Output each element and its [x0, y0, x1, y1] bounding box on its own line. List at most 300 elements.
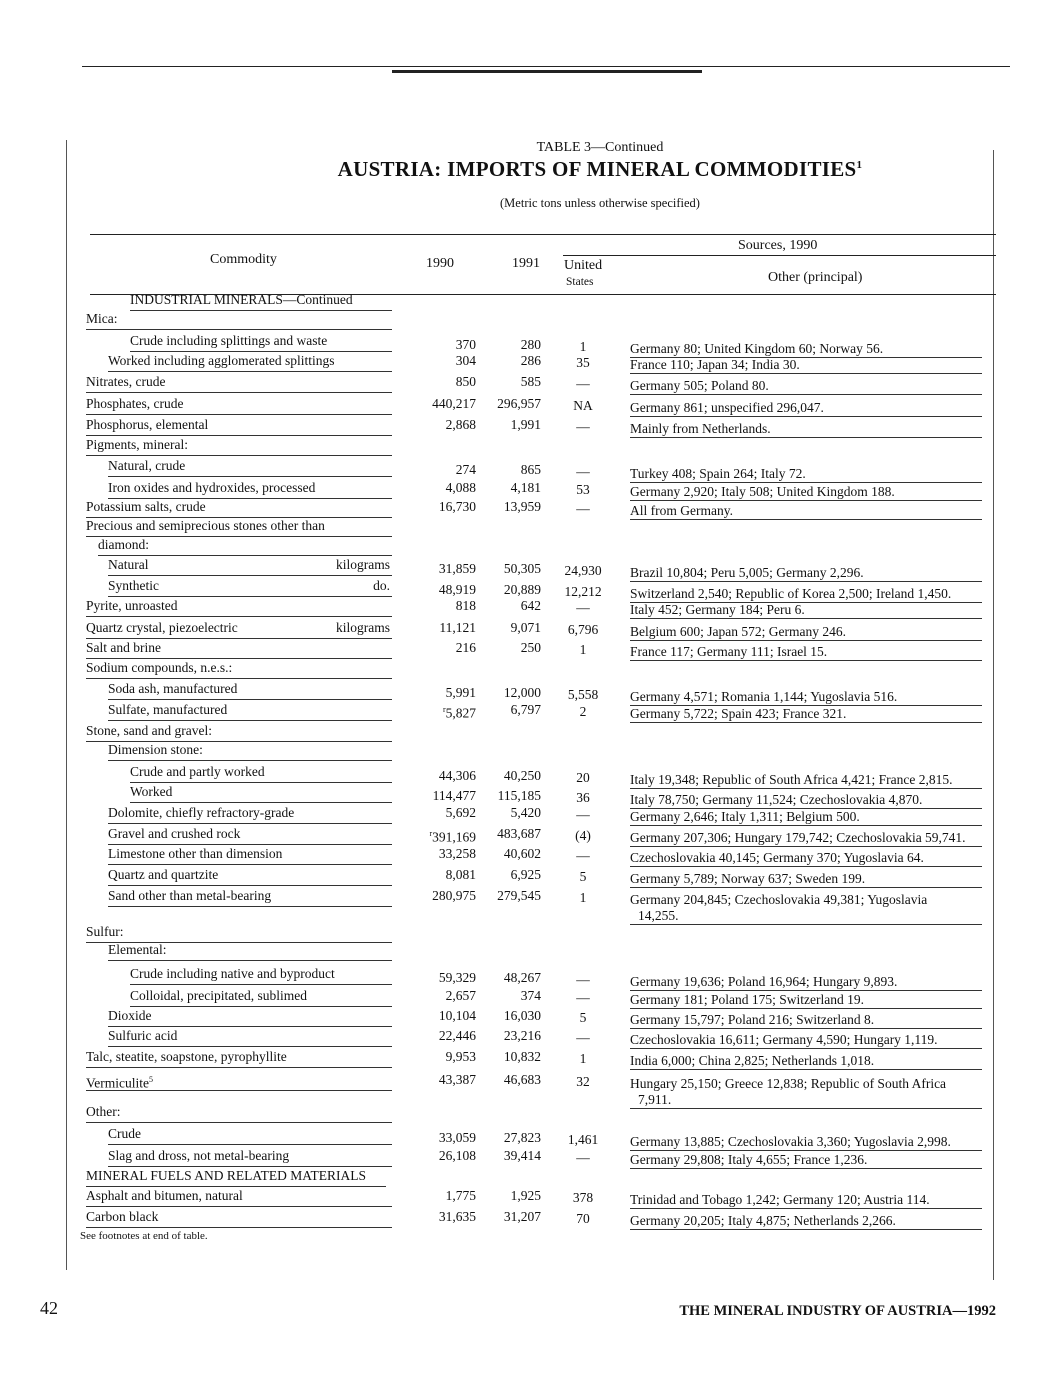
row-33-1991: 374 — [520, 988, 541, 1003]
value-1990: 11,121 — [439, 620, 476, 635]
header-sources: Sources, 1990 — [738, 238, 818, 253]
row-22-commodity — [108, 742, 203, 758]
header-1990: 1990 — [426, 256, 454, 271]
row-19-1990 — [446, 685, 476, 701]
row-29-commodity — [108, 888, 271, 904]
row-37-1991: 46,683 — [503, 1072, 541, 1087]
row-16-1990 — [439, 620, 476, 636]
row-3-1990 — [456, 353, 476, 369]
row-27-commodity-rule — [108, 864, 392, 865]
commodity-label: Limestone other than dimension — [108, 846, 283, 861]
row-34-commodity — [108, 1008, 152, 1024]
row-33-other-rule — [630, 1008, 982, 1009]
commodity-label: Quartz and quartzite — [108, 867, 219, 882]
row-16-1991: 9,071 — [510, 620, 541, 635]
row-26-other-sources: Germany 207,306; Hungary 179,742; Czechoslovakia 59,741. — [630, 830, 966, 845]
row-43-other-rule — [630, 1229, 982, 1230]
row-34-1990 — [439, 1008, 476, 1024]
row-39-1990 — [439, 1130, 476, 1146]
row-41-commodity — [86, 1168, 366, 1184]
row-13-1991: 50,305 — [503, 561, 541, 576]
row-4-commodity-rule — [86, 392, 392, 393]
commodity-label: Colloidal, precipitated, sublimed — [130, 988, 307, 1003]
row-25-commodity — [108, 805, 294, 821]
value-1990: 10,104 — [438, 1008, 476, 1023]
row-16-commodity-rule — [86, 638, 392, 639]
row-24-other-sources: Italy 78,750; Germany 11,524; Czechoslovakia 4,870. — [630, 792, 923, 807]
row-32-commodity — [130, 966, 335, 982]
row-4-1990 — [456, 374, 476, 390]
row-35-other-sources: Czechoslovakia 16,611; Germany 4,590; Hungary 1,119. — [630, 1032, 938, 1047]
row-32-united-states: — — [576, 972, 590, 987]
commodity-label: Talc, steatite, soapstone, pyrophyllite — [86, 1049, 287, 1064]
value-1990: 5,991 — [445, 685, 476, 700]
row-40-commodity — [108, 1148, 289, 1164]
row-29-other-sources-cont: 14,255. — [638, 908, 679, 923]
row-25-commodity-rule — [108, 823, 392, 824]
value-1990: 22,446 — [438, 1028, 476, 1043]
row-13-united-states: 24,930 — [564, 563, 602, 578]
row-17-commodity-rule — [86, 658, 392, 659]
row-4-other-rule — [630, 394, 982, 395]
row-17-united-states: 1 — [579, 642, 587, 657]
row-43-other-sources: Germany 20,205; Italy 4,875; Netherlands 2,266. — [630, 1213, 896, 1228]
row-24-commodity — [130, 784, 172, 800]
commodity-label: Sodium compounds, n.e.s.: — [86, 660, 233, 675]
row-9-commodity — [108, 480, 315, 496]
row-36-other-rule — [630, 1069, 982, 1070]
row-26-commodity — [108, 826, 240, 842]
row-20-other-sources: Germany 5,722; Spain 423; France 321. — [630, 706, 847, 721]
row-25-other-rule — [630, 825, 982, 826]
row-39-other-sources: Germany 13,885; Czechoslovakia 3,360; Yugoslavia 2,998. — [630, 1134, 951, 1149]
row-10-commodity — [86, 499, 206, 515]
row-37-commodity-rule — [86, 1090, 392, 1091]
row-13-1990 — [439, 561, 476, 577]
row-6-1990 — [446, 417, 476, 433]
row-2-commodity — [130, 333, 327, 349]
commodity-label: Dimension stone: — [108, 742, 203, 757]
commodity-label: diamond: — [98, 537, 149, 552]
commodity-label: Soda ash, manufactured — [108, 681, 238, 696]
row-29-commodity-rule — [108, 906, 392, 907]
row-8-other-sources: Turkey 408; Spain 264; Italy 72. — [630, 466, 806, 481]
row-17-1990 — [456, 640, 476, 656]
row-10-1991: 13,959 — [503, 499, 541, 514]
row-36-united-states: 1 — [579, 1051, 587, 1066]
row-35-commodity-rule — [108, 1046, 392, 1047]
row-25-1991: 5,420 — [510, 805, 541, 820]
row-35-1991: 23,216 — [503, 1028, 541, 1043]
row-24-1991: 115,185 — [497, 788, 541, 803]
commodity-label: Asphalt and bitumen, natural — [86, 1188, 243, 1203]
value-1990: 2,868 — [445, 417, 476, 432]
value-1990: 440,217 — [432, 396, 476, 411]
row-17-1991: 250 — [520, 640, 541, 655]
row-42-1991: 1,925 — [510, 1188, 541, 1203]
row-2-commodity-rule — [130, 351, 392, 352]
row-28-commodity — [108, 867, 218, 883]
row-15-commodity-rule — [86, 616, 392, 617]
row-17-other-rule — [630, 660, 982, 661]
row-10-united-states: — — [576, 501, 590, 516]
row-6-1991: 1,991 — [510, 417, 541, 432]
row-36-1991: 10,832 — [503, 1049, 541, 1064]
row-14-other-sources: Switzerland 2,540; Republic of Korea 2,500; Ireland 1,450. — [630, 586, 952, 601]
row-23-other-rule — [630, 788, 982, 789]
row-31-commodity-rule — [108, 960, 392, 961]
value-1990: 44,306 — [438, 768, 476, 783]
table-units: (Metric tons unless otherwise specified) — [500, 196, 700, 210]
row-20-commodity-rule — [108, 720, 392, 721]
value-1990: 48,919 — [438, 582, 476, 597]
value-1990: 33,059 — [438, 1130, 476, 1145]
row-43-1990 — [439, 1209, 476, 1225]
commodity-label: Nitrates, crude — [86, 374, 166, 389]
row-28-united-states: 5 — [579, 869, 587, 884]
commodity-label: Phosphates, crude — [86, 396, 184, 411]
row-19-commodity-rule — [108, 699, 392, 700]
row-32-other-rule — [630, 990, 982, 991]
value-1990: 5,692 — [445, 805, 476, 820]
row-15-1990 — [456, 598, 476, 614]
row-3-commodity-rule — [108, 371, 392, 372]
row-2-1991: 280 — [520, 337, 541, 352]
row-26-commodity-rule — [108, 844, 392, 845]
row-15-1991: 642 — [520, 598, 541, 613]
row-39-1991: 27,823 — [503, 1130, 541, 1145]
header-united-states-1: United — [564, 258, 603, 273]
row-13-other-sources: Brazil 10,804; Peru 5,005; Germany 2,296. — [630, 565, 864, 580]
row-27-other-sources: Czechoslovakia 40,145; Germany 370; Yugoslavia 64. — [630, 850, 924, 865]
row-6-commodity-rule — [86, 435, 392, 436]
value-1990: 280,975 — [432, 888, 476, 903]
row-26-united-states: (4) — [575, 828, 591, 843]
value-1990: 391,169 — [432, 829, 476, 845]
commodity-label: Pigments, mineral: — [86, 437, 188, 452]
table-title-block — [290, 140, 910, 211]
value-1990: 4,088 — [445, 480, 476, 495]
row-11-commodity — [86, 518, 325, 534]
row-7-commodity-rule — [86, 455, 392, 456]
row-34-united-states: 5 — [579, 1010, 587, 1025]
row-5-commodity-rule — [86, 414, 392, 415]
row-5-commodity — [86, 396, 183, 412]
commodity-label: Crude including splittings and waste — [130, 333, 328, 348]
value-1990: 8,081 — [445, 867, 476, 882]
row-14-1990 — [439, 582, 476, 598]
row-36-commodity — [86, 1049, 287, 1065]
header-other-principal: Other (principal) — [768, 270, 863, 285]
commodity-label: Sulfate, manufactured — [108, 702, 228, 717]
row-35-commodity — [108, 1028, 177, 1044]
row-4-1991: 585 — [520, 374, 541, 389]
row-27-united-states: — — [576, 848, 590, 863]
row-43-united-states: 70 — [576, 1211, 590, 1226]
row-23-commodity-rule — [130, 782, 392, 783]
top-rule-thick — [392, 70, 702, 73]
row-9-1991: 4,181 — [510, 480, 541, 495]
row-16-other-sources: Belgium 600; Japan 572; Germany 246. — [630, 624, 846, 639]
row-8-1990 — [456, 462, 476, 478]
row-13-commodity — [108, 557, 148, 573]
row-29-other-rule — [630, 924, 982, 925]
value-1990: 274 — [455, 462, 476, 477]
row-26-1991: 483,687 — [497, 826, 541, 841]
revised-mark: r — [442, 705, 446, 714]
row-20-united-states: 2 — [579, 704, 587, 719]
row-43-commodity-rule — [86, 1227, 392, 1228]
row-4-commodity — [86, 374, 165, 390]
commodity-label: Stone, sand and gravel: — [86, 723, 212, 738]
commodity-label: Salt and brine — [86, 640, 161, 655]
row-2-other-sources: Germany 80; United Kingdom 60; Norway 56. — [630, 341, 884, 356]
row-40-1990 — [439, 1148, 476, 1164]
row-14-commodity — [108, 578, 159, 594]
value-1990: 2,657 — [445, 988, 476, 1003]
value-1990: 1,775 — [445, 1188, 476, 1203]
row-9-other-rule — [630, 500, 982, 501]
row-6-other-sources: Mainly from Netherlands. — [630, 421, 771, 436]
row-39-commodity — [108, 1126, 141, 1142]
row-5-other-sources: Germany 861; unspecified 296,047. — [630, 400, 824, 415]
commodity-label: Gravel and crushed rock — [108, 826, 241, 841]
row-8-commodity — [108, 458, 185, 474]
row-15-other-sources: Italy 452; Germany 184; Peru 6. — [630, 602, 805, 617]
top-rule — [82, 66, 1010, 67]
row-13-unit: kilograms — [336, 557, 390, 572]
row-34-commodity-rule — [108, 1026, 392, 1027]
commodity-label: Synthetic — [108, 578, 159, 593]
row-14-1991: 20,889 — [503, 582, 541, 597]
row-16-united-states: 6,796 — [567, 622, 599, 637]
row-33-commodity — [130, 988, 307, 1004]
row-33-commodity-rule — [130, 1006, 392, 1007]
row-9-other-sources: Germany 2,920; Italy 508; United Kingdom 188. — [630, 484, 895, 499]
row-20-other-rule — [630, 722, 982, 723]
row-37-commodity — [86, 1072, 153, 1092]
row-42-1990 — [446, 1188, 476, 1204]
row-27-commodity — [108, 846, 282, 862]
value-1990: 818 — [455, 598, 476, 613]
row-6-commodity — [86, 417, 208, 433]
row-24-1990 — [433, 788, 476, 804]
commodity-label: Phosphorus, elemental — [86, 417, 209, 432]
row-24-united-states: 36 — [576, 790, 590, 805]
page-number: 42 — [40, 1298, 58, 1318]
commodity-label: Sulfuric acid — [108, 1028, 178, 1043]
row-35-united-states: — — [576, 1030, 590, 1045]
row-5-other-rule — [630, 416, 982, 417]
row-12-commodity — [98, 537, 149, 553]
row-19-commodity — [108, 681, 237, 697]
value-1990: 31,635 — [438, 1209, 476, 1224]
row-28-1991: 6,925 — [510, 867, 541, 882]
value-1990: 59,329 — [438, 970, 476, 985]
row-42-united-states: 378 — [572, 1190, 594, 1205]
row-40-united-states: — — [576, 1150, 590, 1165]
row-5-united-states: NA — [573, 398, 593, 413]
commodity-label: Worked — [130, 784, 173, 799]
row-3-commodity — [108, 353, 335, 369]
commodity-label: Crude including native and byproduct — [130, 966, 335, 981]
row-42-commodity — [86, 1188, 243, 1204]
row-9-united-states: 53 — [576, 482, 590, 497]
commodity-label: Vermiculite — [86, 1075, 149, 1091]
commodity-label: Dioxide — [108, 1008, 152, 1023]
row-15-commodity — [86, 598, 177, 614]
row-4-other-sources: Germany 505; Poland 80. — [630, 378, 769, 393]
row-29-other-sources: Germany 204,845; Czechoslovakia 49,381; Yugoslavia — [630, 892, 928, 907]
row-1-commodity-rule — [86, 329, 392, 330]
row-37-other-rule — [630, 1108, 982, 1109]
row-29-united-states: 1 — [579, 890, 587, 905]
value-1990: 31,859 — [438, 561, 476, 576]
row-23-1990 — [439, 768, 476, 784]
row-10-other-rule — [630, 519, 982, 520]
commodity-label: Worked including agglomerated splittings — [108, 353, 335, 368]
row-39-united-states: 1,461 — [567, 1132, 599, 1147]
row-39-other-rule — [630, 1150, 982, 1151]
commodity-label: Pyrite, unroasted — [86, 598, 178, 613]
row-20-commodity — [108, 702, 227, 718]
row-36-1990 — [446, 1049, 476, 1065]
row-16-commodity — [86, 620, 238, 636]
commodity-label: Potassium salts, crude — [86, 499, 206, 514]
row-8-1991: 865 — [520, 462, 541, 477]
value-1990: 26,108 — [438, 1148, 476, 1163]
header-top-rule — [90, 234, 996, 235]
row-42-commodity-rule — [86, 1206, 392, 1207]
value-1990: 16,730 — [438, 499, 476, 514]
value-1990: 216 — [455, 640, 476, 655]
row-2-1990 — [456, 337, 476, 353]
commodity-label: Natural, crude — [108, 458, 186, 473]
row-23-commodity — [130, 764, 265, 780]
left-margin-rule — [66, 140, 67, 1270]
row-32-1990 — [439, 970, 476, 986]
row-28-other-rule — [630, 887, 982, 888]
commodity-label: Natural — [108, 557, 149, 572]
row-1-commodity — [86, 311, 118, 327]
row-10-1990 — [439, 499, 476, 515]
row-39-commodity-rule — [108, 1144, 392, 1145]
value-1990: 370 — [455, 337, 476, 352]
commodity-label: Iron oxides and hydroxides, processed — [108, 480, 316, 495]
footnote-mark: 5 — [148, 1075, 153, 1084]
row-28-1990 — [446, 867, 476, 883]
row-25-united-states: — — [576, 807, 590, 822]
row-22-commodity-rule — [108, 760, 392, 761]
row-28-commodity-rule — [108, 885, 392, 886]
value-1990: 850 — [455, 374, 476, 389]
row-37-other-sources-cont: 7,911. — [638, 1092, 672, 1107]
commodity-label: Precious and semiprecious stones other than — [86, 518, 325, 533]
commodity-label: Sand other than metal-bearing — [108, 888, 272, 903]
row-35-1990 — [439, 1028, 476, 1044]
row-17-commodity — [86, 640, 161, 656]
row-32-1991: 48,267 — [503, 970, 541, 985]
row-40-other-sources: Germany 29,808; Italy 4,655; France 1,236. — [630, 1152, 868, 1167]
row-14-commodity-rule — [108, 596, 392, 597]
title-footnote-mark: 1 — [856, 159, 863, 171]
row-20-1990 — [443, 702, 476, 722]
commodity-label: Slag and dross, not metal-bearing — [108, 1148, 290, 1163]
footnote-reference: See footnotes at end of table. — [80, 1230, 208, 1242]
row-29-1990 — [432, 888, 476, 904]
value-1990: 114,477 — [432, 788, 476, 803]
row-34-other-rule — [630, 1028, 982, 1029]
row-24-commodity-rule — [130, 802, 392, 803]
row-0-commodity — [130, 292, 353, 308]
row-18-commodity-rule — [86, 678, 392, 679]
header-united-states-2: States — [566, 276, 594, 288]
row-19-united-states: 5,558 — [567, 687, 599, 702]
row-8-other-rule — [630, 482, 982, 483]
row-27-other-rule — [630, 866, 982, 867]
row-19-1991: 12,000 — [503, 685, 541, 700]
row-34-1991: 16,030 — [503, 1008, 541, 1023]
commodity-label: Other: — [86, 1104, 121, 1119]
row-37-1990 — [439, 1072, 476, 1088]
row-13-other-rule — [630, 581, 982, 582]
table-subtitle: TABLE 3—Continued — [536, 140, 664, 155]
row-6-other-rule — [630, 437, 982, 438]
row-2-united-states: 1 — [579, 339, 587, 354]
row-17-other-sources: France 117; Germany 111; Israel 15. — [630, 644, 828, 659]
row-4-united-states: — — [576, 376, 590, 391]
row-8-commodity-rule — [108, 476, 392, 477]
row-36-other-sources: India 6,000; China 2,825; Netherlands 1,018. — [630, 1053, 875, 1068]
row-12-commodity-rule — [98, 555, 392, 556]
commodity-label: Crude and partly worked — [130, 764, 265, 779]
commodity-label: INDUSTRIAL MINERALS—Continued — [130, 292, 353, 307]
row-37-other-sources: Hungary 25,150; Greece 12,838; Republic of South Africa — [630, 1076, 947, 1091]
row-25-other-sources: Germany 2,646; Italy 1,311; Belgium 500. — [630, 809, 860, 824]
value-1990: 9,953 — [445, 1049, 476, 1064]
value-1990: 304 — [455, 353, 476, 368]
row-40-1991: 39,414 — [503, 1148, 541, 1163]
commodity-label: Elemental: — [108, 942, 167, 957]
row-21-commodity — [86, 723, 212, 739]
header-commodity: Commodity — [210, 252, 277, 267]
row-32-other-sources: Germany 19,636; Poland 16,964; Hungary 9,893. — [630, 974, 898, 989]
row-28-other-sources: Germany 5,789; Norway 637; Sweden 199. — [630, 871, 866, 886]
row-23-1991: 40,250 — [503, 768, 541, 783]
row-14-united-states: 12,212 — [564, 584, 602, 599]
header-1991: 1991 — [512, 256, 540, 271]
commodity-label: MINERAL FUELS AND RELATED MATERIALS — [86, 1168, 366, 1183]
row-36-commodity-rule — [86, 1067, 392, 1068]
row-15-united-states: — — [576, 600, 590, 615]
row-37-united-states: 32 — [576, 1074, 590, 1089]
row-33-1990 — [446, 988, 476, 1004]
commodity-label: Carbon black — [86, 1209, 159, 1224]
row-16-other-rule — [630, 640, 982, 641]
row-40-commodity-rule — [108, 1166, 392, 1167]
revised-mark: r — [429, 829, 433, 838]
row-3-1991: 286 — [520, 353, 541, 368]
row-5-1991: 296,957 — [497, 396, 541, 411]
value-1990: 33,258 — [438, 846, 476, 861]
row-19-other-sources: Germany 4,571; Romania 1,144; Yugoslavia 516. — [630, 689, 898, 704]
row-25-1990 — [446, 805, 476, 821]
row-29-1991: 279,545 — [497, 888, 541, 903]
row-35-other-rule — [630, 1048, 982, 1049]
row-42-other-sources: Trinidad and Tobago 1,242; Germany 120; Austria 114. — [630, 1192, 930, 1207]
row-23-other-sources: Italy 19,348; Republic of South Africa 4,421; France 2,815. — [630, 772, 953, 787]
row-5-1990 — [432, 396, 476, 412]
